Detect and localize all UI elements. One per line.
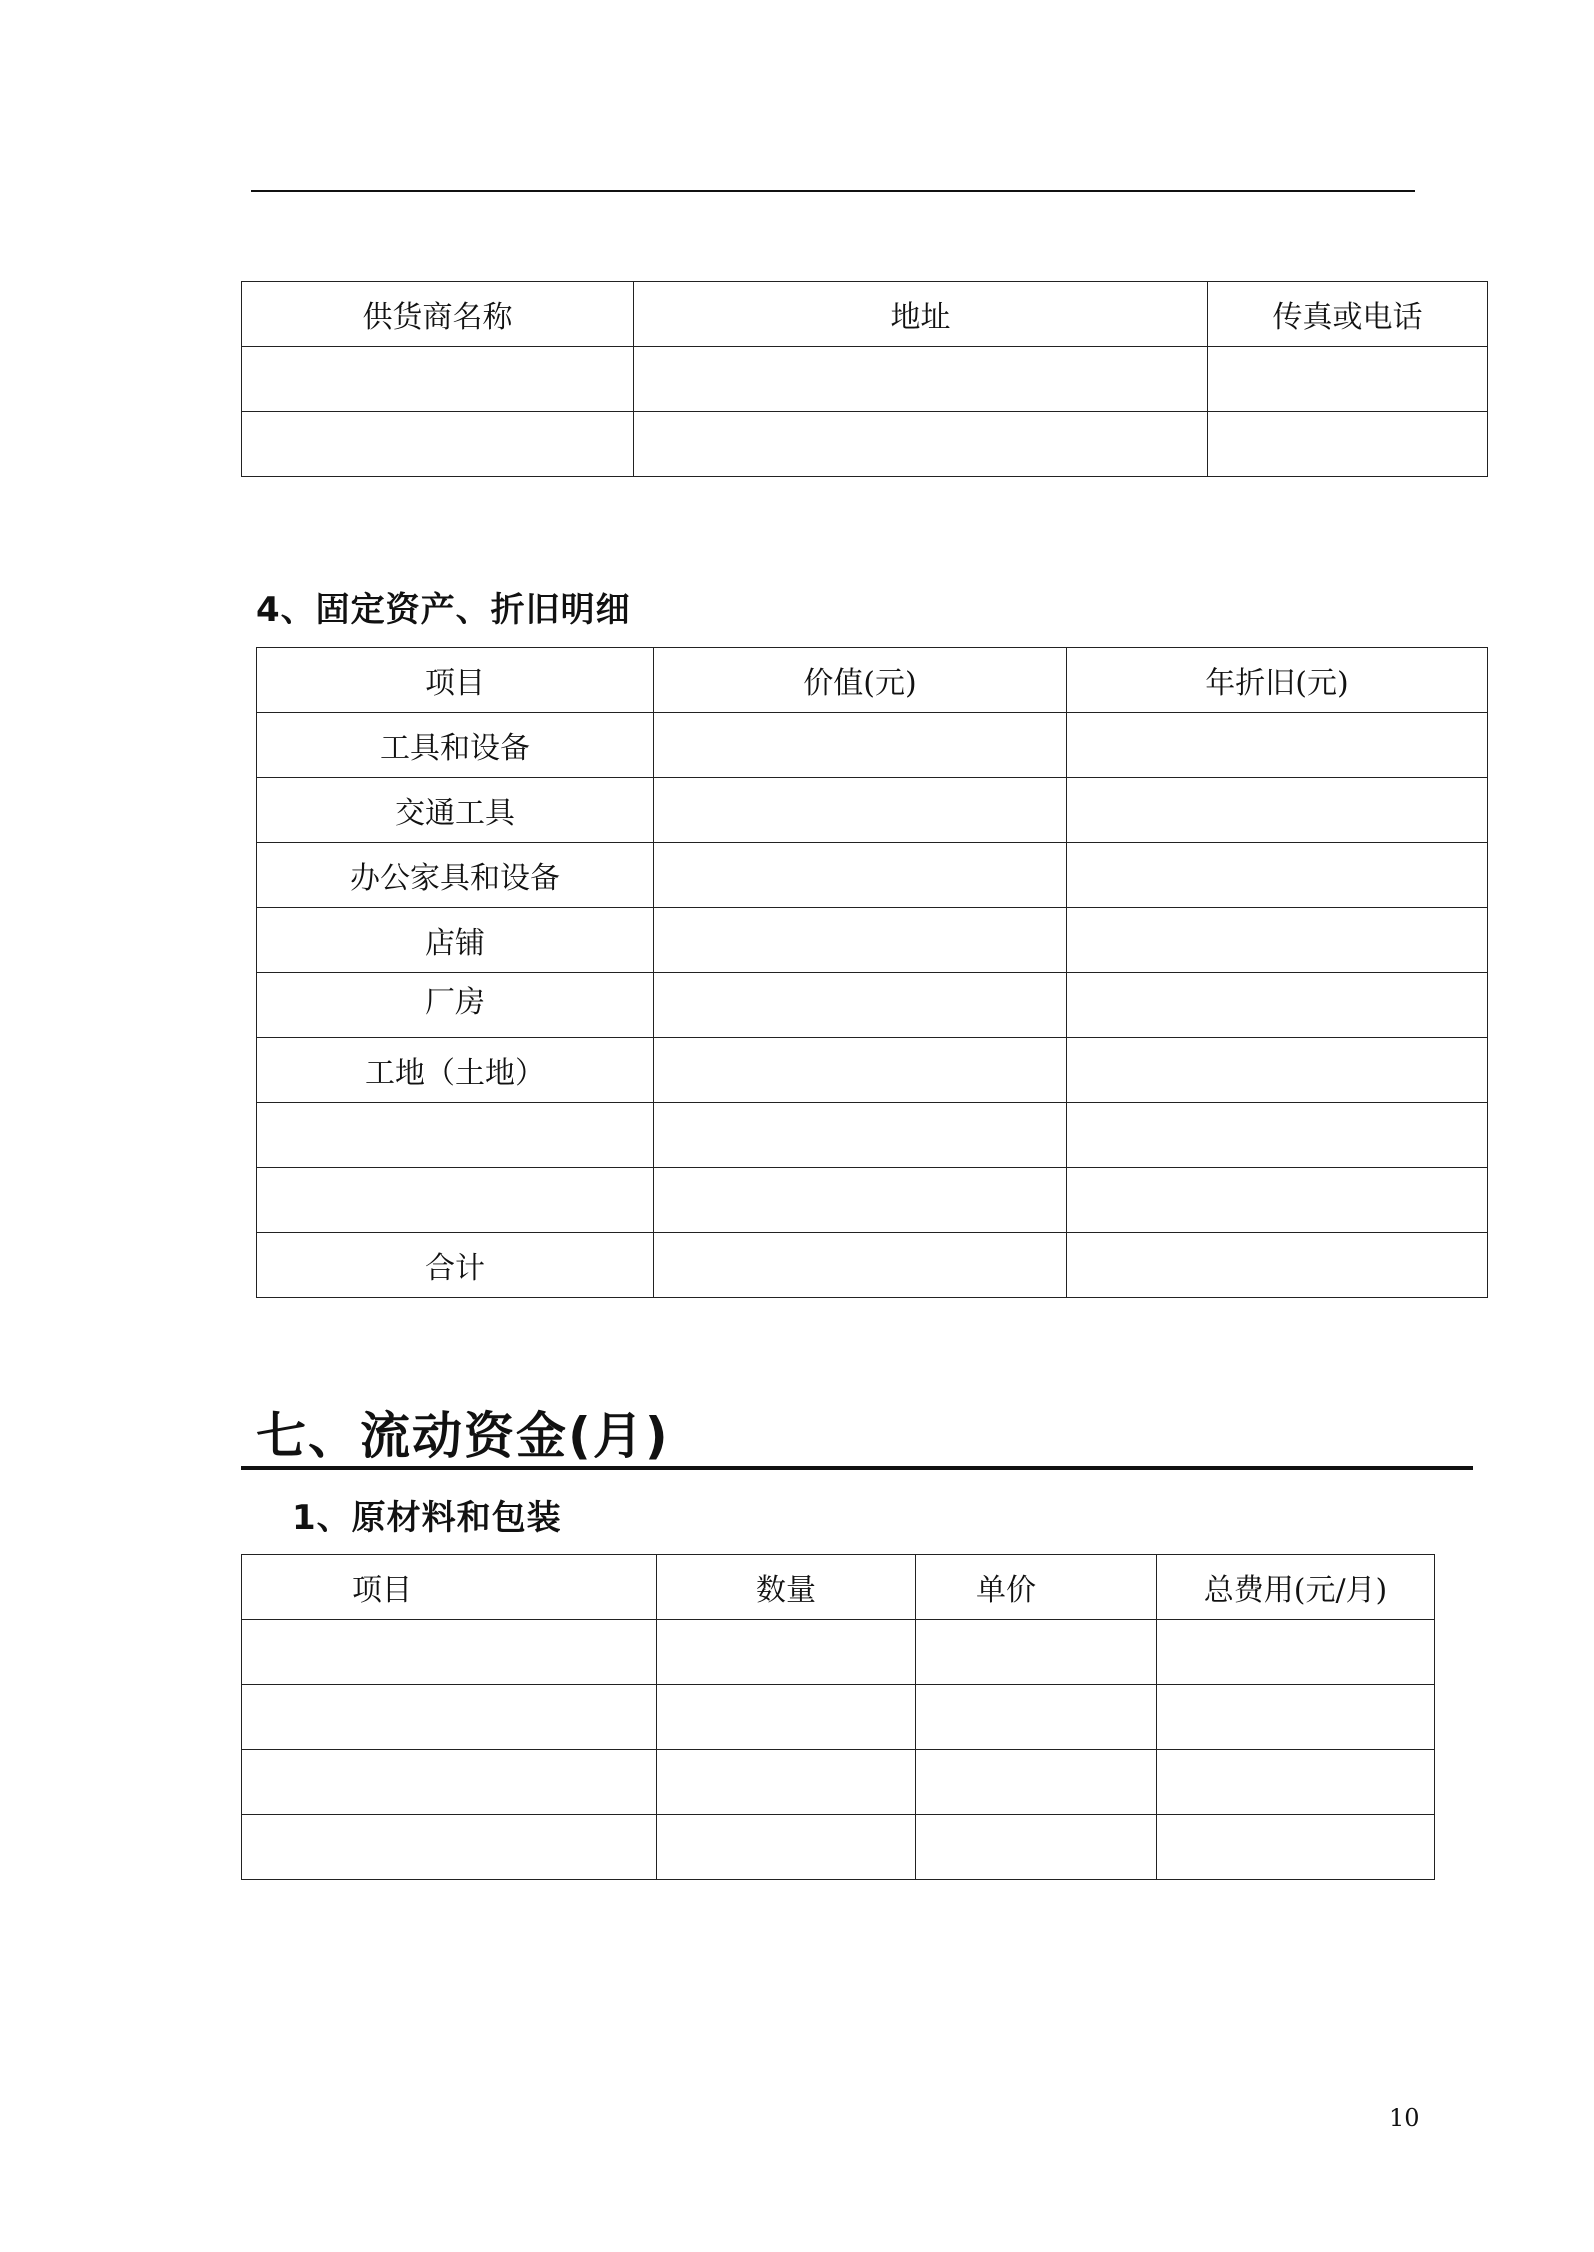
- header-rule: [251, 190, 1415, 192]
- table-row: [257, 973, 1488, 1038]
- table-row: [242, 347, 1488, 412]
- supplier-table: [241, 281, 1488, 477]
- table-cell[interactable]: [657, 1620, 916, 1685]
- section-subtitle: 1、原材料和包装: [292, 1498, 562, 1538]
- table-cell[interactable]: [1067, 908, 1488, 973]
- table-total-row: [257, 1233, 1488, 1298]
- table-header-row: [242, 282, 1488, 347]
- row-label[interactable]: [257, 1103, 654, 1168]
- table-cell[interactable]: [1208, 412, 1488, 477]
- table-cell[interactable]: [1157, 1815, 1435, 1880]
- table-header-row: [257, 648, 1488, 713]
- row-label: 合计: [257, 1233, 654, 1298]
- header-cell: 数量: [657, 1555, 916, 1620]
- table-cell[interactable]: [1067, 1233, 1488, 1298]
- table-cell[interactable]: [242, 1815, 657, 1880]
- table-cell[interactable]: [242, 1685, 657, 1750]
- table-cell[interactable]: [654, 1168, 1067, 1233]
- table-cell[interactable]: [657, 1685, 916, 1750]
- header-cell: 项目: [257, 648, 654, 713]
- table-header-row: [242, 1555, 1435, 1620]
- table-cell[interactable]: [654, 1103, 1067, 1168]
- table-cell[interactable]: [654, 1233, 1067, 1298]
- row-label: 办公家具和设备: [257, 843, 654, 908]
- table-cell[interactable]: [634, 412, 1208, 477]
- header-cell: 项目: [242, 1555, 657, 1620]
- table-cell[interactable]: [1067, 1038, 1488, 1103]
- table-cell[interactable]: [1157, 1620, 1435, 1685]
- row-label: 工地（土地）: [257, 1038, 654, 1103]
- table-row: [242, 1685, 1435, 1750]
- table-cell[interactable]: [654, 973, 1067, 1038]
- table-cell[interactable]: [242, 347, 634, 412]
- table-cell[interactable]: [657, 1750, 916, 1815]
- table-row: [242, 412, 1488, 477]
- header-cell: 供货商名称: [242, 282, 634, 347]
- fixed-assets-table: [256, 647, 1488, 1298]
- table-cell[interactable]: [1067, 778, 1488, 843]
- table-cell[interactable]: [1067, 973, 1488, 1038]
- table-row: [257, 713, 1488, 778]
- table-cell[interactable]: [916, 1685, 1157, 1750]
- header-cell: 年折旧(元): [1067, 648, 1488, 713]
- table-cell[interactable]: [1067, 1103, 1488, 1168]
- table-row: [257, 1103, 1488, 1168]
- table-cell[interactable]: [1067, 713, 1488, 778]
- table-row: [242, 1815, 1435, 1880]
- row-label[interactable]: [257, 1168, 654, 1233]
- table-row: [257, 778, 1488, 843]
- table-cell[interactable]: [916, 1815, 1157, 1880]
- table-cell[interactable]: [654, 908, 1067, 973]
- fixed-assets-title: 4、固定资产、折旧明细: [256, 590, 631, 630]
- table-row: [242, 1750, 1435, 1815]
- table-cell[interactable]: [916, 1620, 1157, 1685]
- header-cell: 传真或电话: [1208, 282, 1488, 347]
- materials-table: [241, 1554, 1435, 1880]
- table-cell[interactable]: [634, 347, 1208, 412]
- table-cell[interactable]: [657, 1815, 916, 1880]
- header-cell: 价值(元): [654, 648, 1067, 713]
- table-cell[interactable]: [1208, 347, 1488, 412]
- section-title: 七、流动资金(月): [256, 1407, 670, 1465]
- table-cell[interactable]: [1067, 1168, 1488, 1233]
- table-row: [257, 908, 1488, 973]
- table-row: [257, 1168, 1488, 1233]
- table-cell[interactable]: [654, 843, 1067, 908]
- header-cell: 总费用(元/月): [1157, 1555, 1435, 1620]
- table-cell[interactable]: [654, 778, 1067, 843]
- table-cell[interactable]: [242, 1750, 657, 1815]
- table-cell[interactable]: [1157, 1750, 1435, 1815]
- table-cell[interactable]: [1067, 843, 1488, 908]
- table-row: [257, 843, 1488, 908]
- table-cell[interactable]: [1157, 1685, 1435, 1750]
- page-number: 10: [1389, 2104, 1420, 2132]
- table-row: [242, 1620, 1435, 1685]
- section-rule: [241, 1466, 1473, 1470]
- table-cell[interactable]: [242, 412, 634, 477]
- table-cell[interactable]: [916, 1750, 1157, 1815]
- table-cell[interactable]: [654, 713, 1067, 778]
- table-cell[interactable]: [242, 1620, 657, 1685]
- row-label: 工具和设备: [257, 713, 654, 778]
- table-row: [257, 1038, 1488, 1103]
- row-label: 交通工具: [257, 778, 654, 843]
- table-cell[interactable]: [654, 1038, 1067, 1103]
- row-label: 店铺: [257, 908, 654, 973]
- row-label: 厂房: [257, 973, 654, 1038]
- header-cell: 地址: [634, 282, 1208, 347]
- header-cell: 单价: [916, 1555, 1157, 1620]
